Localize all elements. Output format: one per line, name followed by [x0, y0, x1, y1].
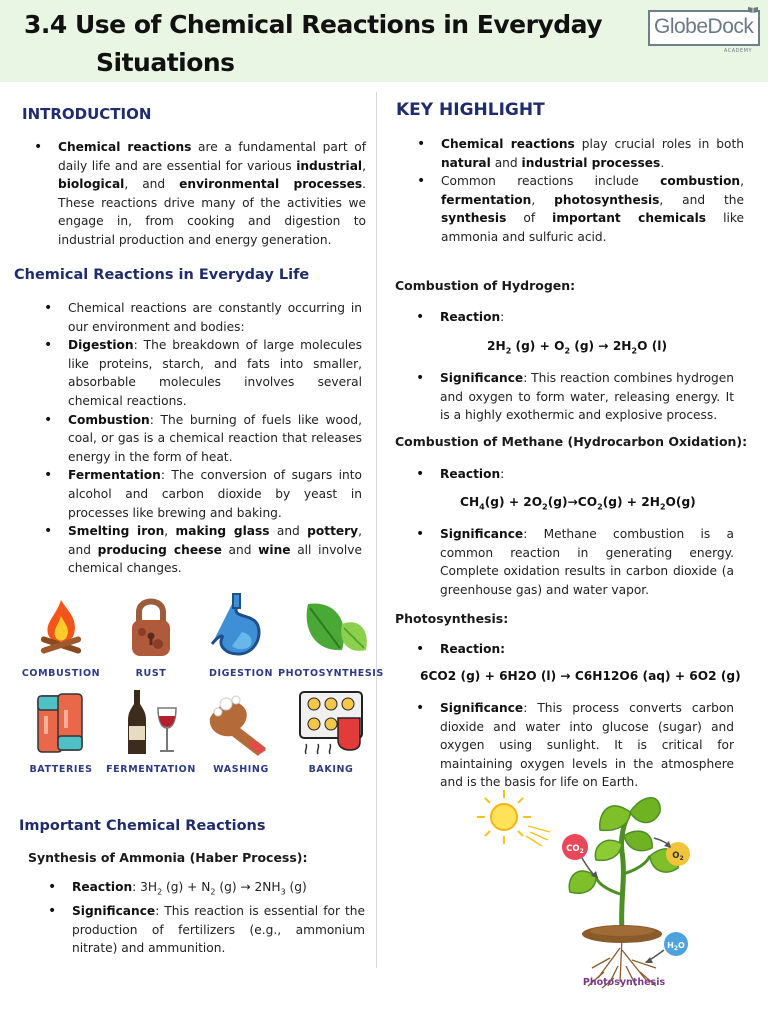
text-run: , and — [68, 524, 362, 557]
subscript: 2 — [659, 502, 666, 512]
hydrogen-significance-label: Significance — [440, 371, 524, 385]
icon-tile-baking — [286, 688, 376, 784]
haber-significance-text: : This reaction is essential for the production of fertilizers (e.g., ammonium nitrate) and ammunition. — [72, 904, 365, 956]
hydrogen-equation — [487, 339, 667, 355]
hydrogen-significance-item — [440, 369, 734, 425]
methane-significance-list — [440, 525, 734, 599]
equation-part: CH — [460, 495, 480, 509]
everyday-life-list — [68, 299, 362, 578]
book-icon — [747, 6, 759, 13]
methane-significance-item — [440, 525, 734, 599]
icon-label: BAKING — [308, 764, 354, 775]
icon-tile-photosynthesis — [278, 592, 384, 688]
diagram-caption: Photosynthesis — [582, 977, 666, 988]
methane-reaction-list — [440, 465, 744, 484]
photosynthesis-reaction-label: Reaction: — [440, 642, 506, 656]
text-run: and — [221, 542, 259, 557]
photosynthesis-significance-list — [440, 699, 734, 792]
hydrogen-reaction-label: Reaction — [440, 310, 501, 324]
text-run: and — [269, 524, 308, 539]
batteries-icon — [16, 688, 106, 758]
icon-label: COMBUSTION — [21, 668, 101, 679]
text-run: : The burning of fuels like wood, coal, or gas is a chemical reaction that releases energy in the form of heat. — [68, 412, 362, 464]
everyday-list-item — [68, 299, 362, 336]
photosynthesis-heading: Photosynthesis: — [395, 611, 509, 626]
campfire-icon — [16, 592, 106, 662]
text-run: Common reactions include — [441, 174, 661, 189]
hydrogen-reaction-list — [440, 308, 744, 327]
equation-part: (g) → 2H — [570, 339, 632, 353]
bold-term: Chemical reactions — [441, 137, 575, 151]
key-highlight-item — [441, 172, 744, 246]
methane-reaction-label: Reaction — [440, 467, 501, 481]
wine-bottle-glass-icon — [106, 688, 196, 758]
haber-process-list — [72, 878, 365, 958]
methane-reaction-item: • Reaction: — [440, 465, 744, 484]
equation-part: (g) + 2H — [602, 495, 660, 509]
icon-tile-combustion — [16, 592, 106, 688]
hydrogen-significance-text: : This reaction combines hydrogen and oxygen to form water, releasing energy. It is a highly exothermic and explosive process. — [440, 371, 735, 423]
text-run: like ammonia and sulfuric acid. — [441, 211, 744, 244]
haber-process-heading: Synthesis of Ammonia (Haber Process): — [28, 850, 308, 865]
bold-term: natural — [441, 155, 491, 170]
equation-part: (g) + O — [511, 339, 565, 353]
bold-term: industrial processes — [521, 155, 661, 170]
icon-label: DIGESTION — [209, 668, 273, 679]
everyday-life-heading: Chemical Reactions in Everyday Life — [14, 267, 310, 283]
haber-reaction-item — [72, 878, 365, 902]
icon-label: WASHING — [213, 764, 269, 775]
introduction-list — [58, 138, 366, 250]
h2o-label: $H_2O$ — [667, 941, 685, 952]
important-reactions-heading: Important Chemical Reactions — [19, 818, 266, 834]
equation-part: (g) + 2O — [484, 495, 543, 509]
subscript: 2 — [564, 346, 571, 356]
haber-reaction-label: Reaction — [72, 880, 133, 894]
rusty-padlock-icon — [106, 592, 196, 662]
page-title: 3.4 Use of Chemical Reactions in Everyday — [24, 10, 603, 39]
text-run: of — [506, 211, 553, 226]
bold-term: fermentation — [441, 192, 532, 207]
text-run: . These reactions drive many of the activities we engage in, from cooking and digestion to industrial production and energy generation. — [58, 177, 366, 247]
text-run: , and the — [659, 192, 744, 207]
icon-tile-washing — [196, 688, 286, 784]
equation-part: O (l) — [637, 339, 668, 353]
bold-term: making glass — [175, 524, 270, 539]
bold-term: wine — [258, 542, 291, 557]
bold-term: Fermentation — [68, 468, 161, 483]
text-run: all involve chemical changes. — [68, 542, 362, 576]
bold-term: producing cheese — [97, 542, 222, 557]
subscript: 2 — [597, 502, 603, 512]
subscript: 3 — [280, 887, 286, 897]
subscript: 2 — [210, 887, 216, 897]
introduction-heading: INTRODUCTION — [22, 105, 152, 123]
bold-term: combustion — [660, 174, 741, 189]
logo-wordmark: GlobeDock — [654, 15, 754, 38]
text-run: , and — [124, 177, 180, 192]
icon-tile-digestion — [196, 592, 286, 688]
icon-tile-fermentation — [106, 688, 196, 784]
icon-label: PHOTOSYNTHESIS — [278, 668, 384, 679]
bold-term: pottery — [307, 524, 359, 539]
column-divider — [376, 92, 377, 968]
haber-significance-label: Significance — [72, 904, 156, 919]
washing-hands-icon — [196, 688, 286, 758]
icon-tile-rust — [106, 592, 196, 688]
globedock-logo — [648, 10, 760, 54]
icon-tile-batteries — [16, 688, 106, 784]
icon-label: RUST — [135, 668, 167, 679]
photosynthesis-significance-item — [440, 699, 734, 792]
bold-term: biological — [58, 177, 125, 192]
subscript: 4 — [479, 502, 485, 512]
sun-icon — [477, 790, 550, 846]
bold-term: environmental processes — [179, 177, 363, 192]
stomach-icon — [196, 592, 286, 662]
methane-significance-label: Significance — [440, 527, 524, 541]
text-run: : The conversion of sugars into alcohol and carbon dioxide by yeast in processes like brewing and baking. — [68, 468, 362, 520]
page-title-continued: Situations — [96, 48, 235, 77]
haber-significance-item — [72, 902, 365, 958]
methane-combustion-heading: Combustion of Methane (Hydrocarbon Oxidation): — [395, 434, 748, 449]
subscript: 2 — [542, 502, 548, 512]
text-run: and — [490, 155, 522, 170]
everyday-list-item — [68, 522, 362, 578]
methane-equation — [460, 495, 696, 511]
everyday-list-item — [68, 466, 362, 522]
equation-part: (g) → 2NH — [215, 880, 281, 894]
text-run: , — [362, 158, 366, 173]
o2-label: $O_2$ — [672, 851, 684, 862]
equation-part: : 3H — [132, 880, 158, 894]
key-highlight-heading: KEY HIGHLIGHT — [396, 100, 545, 120]
text-run: Chemical reactions are constantly occurring in our environment and bodies: — [68, 301, 362, 334]
icon-label: BATTERIES — [29, 764, 93, 775]
equation-part: (g)→CO — [547, 495, 598, 509]
everyday-list-item — [68, 336, 362, 410]
photosynthesis-reaction-item — [440, 640, 744, 659]
text-run: , — [740, 174, 744, 189]
leaves-icon — [286, 592, 376, 662]
everyday-list-item — [68, 411, 362, 467]
hydrogen-combustion-heading: Combustion of Hydrogen: — [395, 278, 576, 293]
subscript: 2 — [631, 346, 638, 356]
equation-part: (g) — [285, 880, 307, 894]
photosynthesis-diagram — [470, 782, 700, 992]
intro-list-item — [58, 138, 366, 250]
key-highlight-item — [441, 135, 744, 172]
bold-term: Chemical reactions — [58, 140, 192, 154]
subscript: 2 — [157, 887, 163, 897]
text-run: , — [164, 524, 176, 539]
bold-term: Combustion — [68, 412, 150, 427]
bold-term: photosynthesis — [554, 192, 660, 207]
subscript: 2 — [505, 346, 512, 356]
haber-equation — [132, 880, 307, 897]
equation-part: O(g) — [665, 495, 696, 509]
photosynthesis-reaction-list — [440, 640, 744, 659]
hydrogen-reaction-item: • Reaction: — [440, 308, 744, 327]
hydrogen-significance-list — [440, 369, 734, 425]
photosynthesis-significance-text: : This process converts carbon dioxide and water into glucose (sugar) and oxygen using sunlight. It is critical for maintaining oxygen levels in the atmosphere and is the basis for life on Earth. — [440, 701, 734, 790]
co2-label: $CO_2$ — [566, 844, 584, 855]
bold-term: Digestion — [68, 338, 134, 353]
equation-part: 2H — [487, 339, 506, 353]
text-run: : The breakdown of large molecules like proteins, starch, and fats into smaller, absorbable molecules involves several chemical reactions. — [68, 338, 362, 408]
bold-term: Smelting iron — [68, 524, 165, 539]
bold-term: synthesis — [441, 211, 507, 226]
text-run: play crucial roles in both — [574, 137, 744, 151]
photosynthesis-significance-label: Significance — [440, 701, 524, 715]
photosynthesis-equation: 6CO2 (g) + 6H2O (l) → C6H12O6 (aq) + 6O2 (g) — [420, 669, 741, 683]
equation-part: (g) + N — [162, 880, 211, 894]
icon-label: FERMENTATION — [106, 764, 196, 775]
methane-significance-text: : Methane combustion is a common reaction in generating energy. Complete oxidation results in carbon dioxide (a greenhouse gas) and water vapor. — [440, 527, 734, 597]
text-run: are a fundamental part of daily life and are essential for various — [58, 140, 366, 173]
logo-subtitle: ACADEMY — [723, 48, 752, 54]
baking-tray-icon — [286, 688, 376, 758]
key-highlight-list — [441, 135, 744, 247]
text-run: , — [531, 192, 555, 207]
bold-term: industrial — [296, 158, 363, 173]
page-header — [0, 0, 768, 82]
text-run: . — [660, 155, 665, 170]
bold-term: important chemicals — [552, 211, 707, 226]
